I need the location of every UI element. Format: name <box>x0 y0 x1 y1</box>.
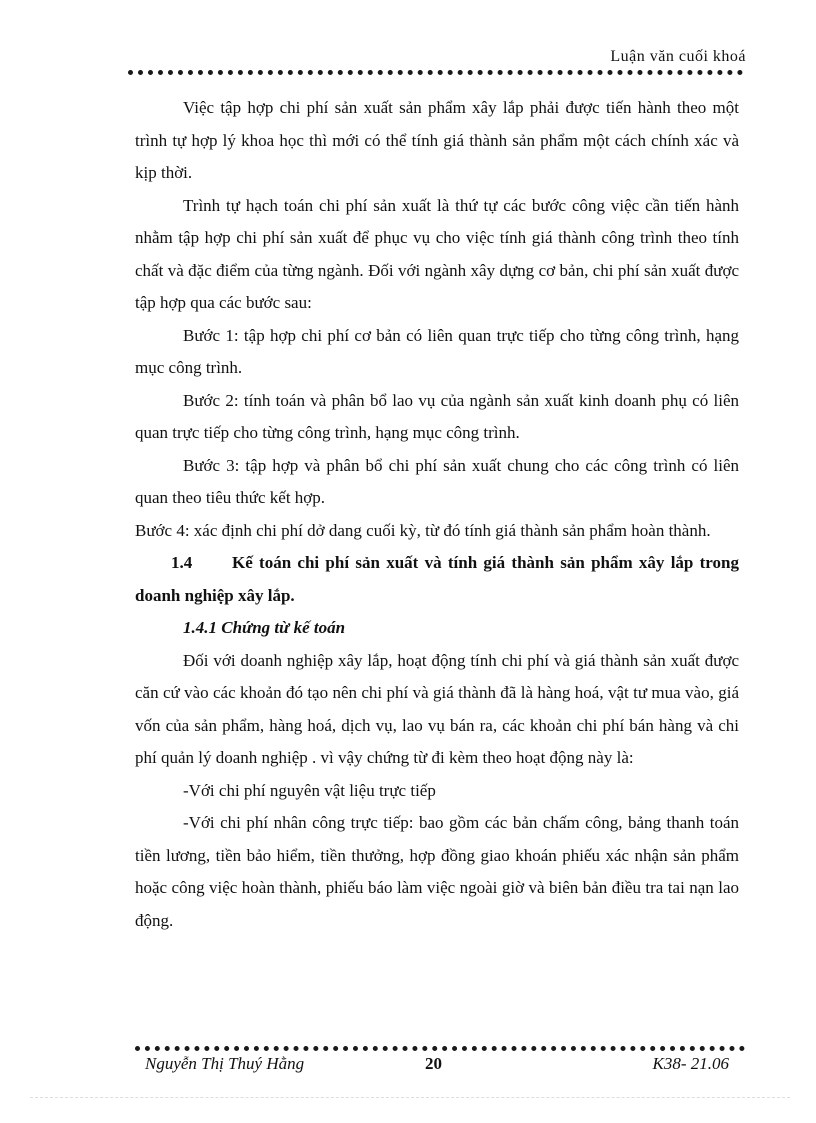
list-item: -Với chi phí nhân công trực tiếp: bao gồm các bản chấm công, bảng thanh toán tiền lương, tiền bảo hiểm, tiền thưởng, hợp đồng giao khoán phiếu xác nhận sản phẩm hoặc công việc hoàn thành, phiếu báo làm việc ngoài giờ và biên bản điều tra tai nạn lao động. <box>135 813 739 930</box>
footer-divider <box>135 1046 745 1051</box>
header-divider <box>128 70 743 75</box>
page-number: 20 <box>425 1054 442 1073</box>
paragraph: Việc tập hợp chi phí sản xuất sản phẩm xây lắp phải được tiến hành theo một trình tự hợp lý khoa học thì mới có thể tính giá thành sản phẩm một cách chính xác và kịp thời. <box>135 98 739 182</box>
class-code: K38- 21.06 <box>652 1054 729 1073</box>
document-title: Luận văn cuối khoá <box>610 48 746 65</box>
paragraph: Đối với doanh nghiệp xây lắp, hoạt động tính chi phí và giá thành sản xuất được căn cứ vào các khoản đó tạo nên chi phí và giá thành đã là hàng hoá, vật tư mua vào, giá vốn của sản phẩm, hàng hoá, dịch vụ, lao vụ bán ra, các khoản chi phí bán hàng và chi phí quản lý doanh nghiệp . vì vậy chứng từ đi kèm theo hoạt động này là: <box>135 650 739 767</box>
author-name: Nguyễn Thị Thuý Hằng <box>145 1054 305 1073</box>
paragraph: Bước 4: xác định chi phí dở dang cuối kỳ, từ đó tính giá thành sản phẩm hoàn thành. <box>135 520 711 540</box>
section-heading <box>135 547 739 612</box>
paragraph: Bước 1: tập hợp chi phí cơ bản có liên quan trực tiếp cho từng công trình, hạng mục công trình. <box>135 325 739 377</box>
page-footer <box>135 1054 745 1080</box>
subsection-heading: 1.4.1 Chứng từ kế toán <box>183 618 346 637</box>
paragraph: Trình tự hạch toán chi phí sản xuất là thứ tự các bước công việc cần tiến hành nhằm tập hợp chi phí sản xuất để phục vụ cho việc tính giá thành công trình theo tính chất và đặc điểm của từng ngành. Đối với ngành xây dựng cơ bản, chi phí sản xuất được tập hợp qua các bước sau: <box>135 195 739 312</box>
section-title: Kế toán chi phí sản xuất và tính giá thành sản phẩm xây lắp trong doanh nghiệp xây lắp. <box>135 553 739 605</box>
list-item: -Với chi phí nguyên vật liệu trực tiếp <box>183 780 436 800</box>
main-content <box>135 92 739 937</box>
paragraph: Bước 2: tính toán và phân bổ lao vụ của ngành sản xuất kinh doanh phụ có liên quan trực tiếp cho từng công trình, hạng mục công trình. <box>135 390 739 442</box>
section-number: 1.4 <box>171 553 193 572</box>
page-edge-rule <box>30 1097 790 1098</box>
paragraph: Bước 3: tập hợp và phân bổ chi phí sản xuất chung cho các công trình có liên quan theo tiêu thức kết hợp. <box>135 455 739 507</box>
